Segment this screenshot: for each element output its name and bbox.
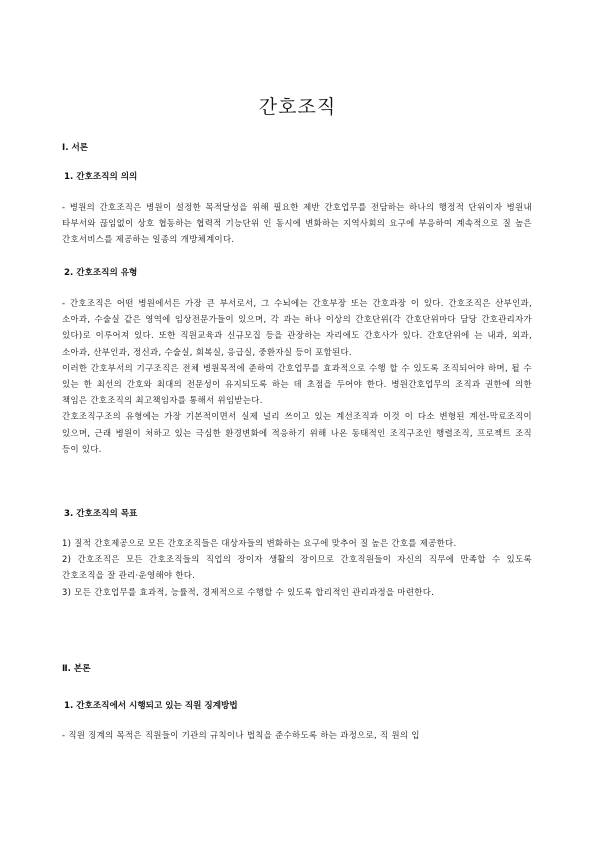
paragraph-text: 1) 질적 간호제공으로 모든 간호조직들은 대상자들의 변화하는 요구에 맞추어 질 높은 간호를 제공한다. (62, 538, 457, 548)
subsection-heading-meaning: 1. 간호조직의 의의 (64, 172, 138, 182)
section-heading-introduction: Ⅰ. 서론 (62, 143, 89, 153)
paragraph-text: - 직원 징계의 목적은 직원들이 기관의 규칙이나 법칙을 준수하도록 하는 과정으로, 직 원의 입 (62, 730, 420, 740)
document-title: 간호조직 (258, 96, 337, 118)
paragraph-text: - 간호조직은 어떤 병원에서든 가장 큰 부서로서, 그 수뇌에는 간호부장 또는 간호과장 이 있다. 간호조직은 산부인과, 소아과, 수술실 같은 영역에 임상전문가들이 있으며, 각 과는 하나 이상의 간호단위(각 간호단위마다 담당 간호관리자가 있다)로 이루어져 있다. 또한 직원교육과 신규모집 등을 관장하는 자리에도 간호사가 있다. 간호단위에 는 내과, 외과, 소아과, 산부인과, 정신과, 수술실, 회복실, 응급실, 중환자실 등이 포함된다. (62, 298, 532, 357)
paragraph-text: 2) 간호조직은 모든 간호조직들의 직업의 장이자 생활의 장이므로 간호직원들이 자신의 직무에 만족할 수 있도록 간호조직을 잘 관리·운영해야 한다. (62, 554, 532, 581)
paragraph-discipline (62, 727, 532, 743)
section-heading-body: Ⅱ. 본론 (62, 664, 91, 674)
subsection-heading-types: 2. 간호조직의 유형 (64, 268, 138, 278)
paragraph-text: 3) 모든 간호업무를 효과적, 능률적, 경제적으로 수행할 수 있도록 합리적인 관리과정을 마련한다. (62, 586, 435, 597)
subsection-heading-discipline: 1. 간호조직에서 시행되고 있는 직원 징계방법 (64, 701, 238, 711)
subsection-heading-goals: 3. 간호조직의 목표 (64, 509, 138, 519)
paragraph-types (62, 295, 532, 457)
paragraph-text: 이러한 간호부서의 기구조직은 전체 병원목적에 준하여 간호업무를 효과적으로 수행 할 수 있도록 조직되어야 하며, 될 수 있는 한 최선의 간호와 최대의 전문성이 유지되도록 하는 데 초점을 두어야 한다. 병원간호업무의 조직과 권한에 의한 책임은 간호조직의 최고책임자를 통해서 위임받는다. (62, 362, 532, 406)
paragraph-goals (62, 535, 532, 600)
paragraph-text: 간호조직구조의 유형에는 가장 기본적이면서 실제 널리 쓰이고 있는 계선조직과 이것 이 다소 변형된 계선-막료조직이 있으며, 근래 병원이 처하고 있는 극심한 환경변화에 적응하기 위해 나온 동태적인 조직구조인 행렬조직, 프로젝트 조직 등이 있다. (62, 411, 532, 454)
paragraph-text: - 병원의 간호조직은 병원이 설정한 목적달성을 위해 필요한 제반 간호업무를 전담하는 하나의 행정적 단위이자 병원내 타부서와 끊임없이 상호 협동하는 협력적 기능단위 인 동시에 변화하는 지역사회의 요구에 부응하여 계속적으로 질 높은 간호서비스를 제공하는 일종의 개방체계이다. (62, 202, 532, 245)
paragraph-meaning (62, 199, 532, 248)
